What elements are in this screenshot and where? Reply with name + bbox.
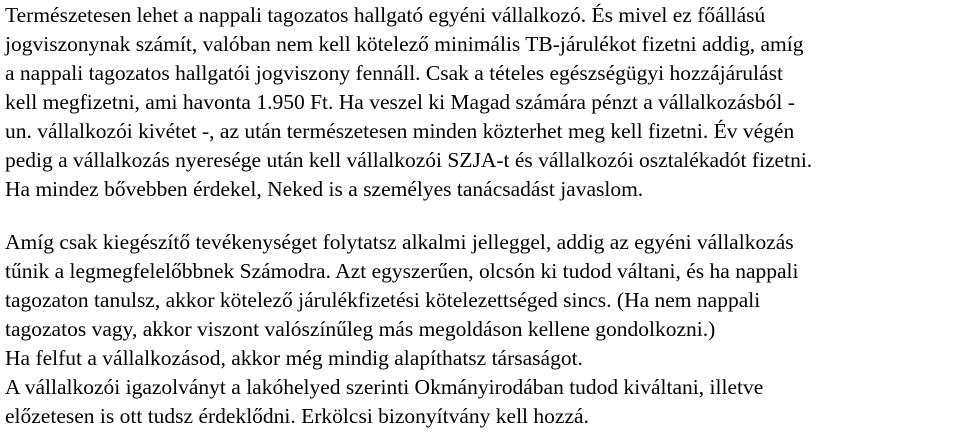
text-line: tagozatos vagy, akkor viszont valószínűleg más megoldáson kellene gondolkozni.) — [5, 317, 716, 341]
text-line: Ha felfut a vállalkozásod, akkor még mindig alapíthatsz társaságot. — [5, 346, 583, 370]
text-line: tűnik a legmegfelelőbbnek Számodra. Azt egyszerűen, olcsón ki tudod váltani, és ha nappali — [5, 259, 799, 283]
text-line: előzetesen is ott tudsz érdeklődni. Erkölcsi bizonyítvány kell hozzá. — [5, 404, 589, 428]
document-body — [5, 1, 957, 431]
text-line: Ha mindez bővebben érdekel, Neked is a személyes tanácsadást javaslom. — [5, 177, 644, 201]
text-line: un. vállalkozói kivétet -, az után természetesen minden közterhet meg kell fizetni. Év végén — [5, 119, 795, 143]
text-line: kell megfizetni, ami havonta 1.950 Ft. Ha veszel ki Magad számára pénzt a vállalkozásból - — [5, 90, 795, 114]
paragraph-company-obligations — [5, 1, 957, 204]
text-line: Természetesen lehet a nappali tagozatos hallgató egyéni vállalkozó. És mivel ez főállású — [5, 3, 766, 27]
text-line: tagozaton tanulsz, akkor kötelező járulékfizetési kötelezettséged sincs. (Ha nem nappali — [5, 288, 761, 312]
text-line: a nappali tagozatos hallgatói jogviszony fennáll. Csak a tételes egészségügyi hozzájárulást — [5, 61, 783, 85]
text-line: pedig a vállalkozás nyeresége után kell vállalkozói SZJA-t és vállalkozói osztalékadót fizetni. — [5, 148, 813, 172]
text-line: A vállalkozói igazolványt a lakóhelyed szerinti Okmányirodában tudod kiváltani, illetve — [5, 375, 764, 399]
text-line: jogviszonynak számít, valóban nem kell kötelező minimális TB-járulékot fizetni addig, amíg — [5, 32, 804, 56]
paragraph-sole-proprietor-advice — [5, 228, 957, 431]
paragraph-gap — [5, 204, 957, 228]
text-line: Amíg csak kiegészítő tevékenységet folytatsz alkalmi jelleggel, addig az egyéni vállalkozás — [5, 230, 794, 254]
